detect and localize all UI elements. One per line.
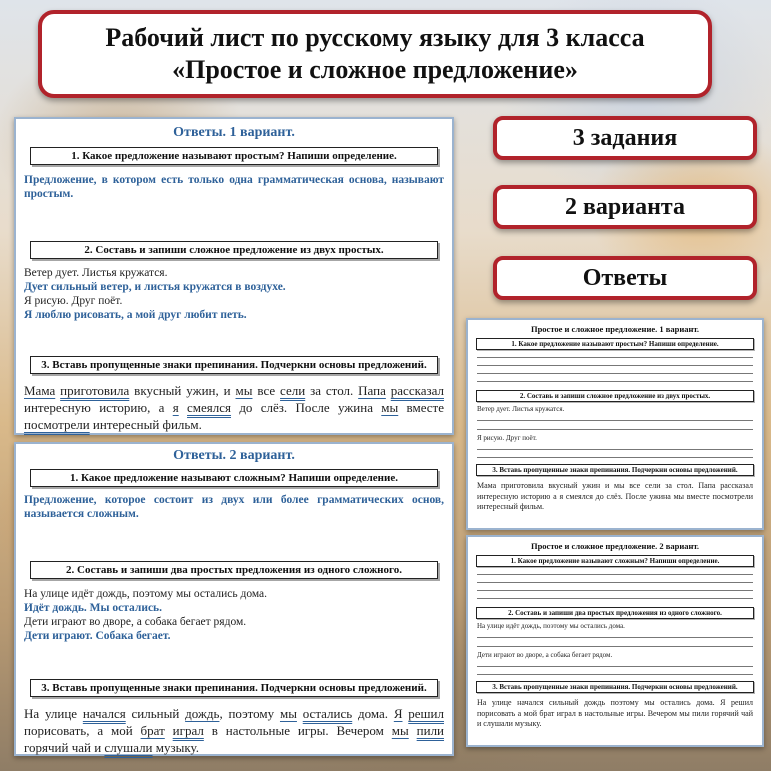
sheet-title: Ответы. 2 вариант. xyxy=(173,448,295,463)
subject-word: мы xyxy=(391,723,409,738)
answers-sheet-2 xyxy=(14,442,454,756)
writing-line xyxy=(477,667,753,675)
answer-1: Предложение, которое состоит из двух или более грамматических основ, называется сложным. xyxy=(24,494,444,520)
task-line-1: Ветер дует. Листья кружатся. xyxy=(477,405,565,413)
predicate-word: остались xyxy=(302,706,353,721)
sentence-text: вместе xyxy=(398,400,445,415)
subject-word: Я xyxy=(393,706,403,721)
task-line-2: Я рисую. Друг поёт. xyxy=(24,295,123,307)
predicate-word: слушали xyxy=(104,740,153,755)
question-2: 2. Составь и запиши сложное предложение из двух простых. xyxy=(476,390,754,402)
question-3: 3. Вставь пропущенные знаки препинания. Подчеркни основы предложений. xyxy=(476,681,754,693)
predicate-word: рассказал xyxy=(390,383,444,398)
question-2: 2. Составь и запиши два простых предложения из одного сложного. xyxy=(30,561,438,579)
preview-title: Простое и сложное предложение. 2 вариант. xyxy=(530,541,700,551)
predicate-word: играл xyxy=(172,723,204,738)
underlined-sentence xyxy=(24,705,444,756)
answers-sheet-1 xyxy=(14,117,454,435)
predicate-word: приготовила xyxy=(60,383,130,398)
preview-title: Простое и сложное предложение. 1 вариант. xyxy=(530,324,700,334)
subject-word: Мама xyxy=(24,383,56,398)
answer-2b: Дети играют. Собака бегает. xyxy=(24,630,171,642)
answer-1: Предложение, в котором есть только одна грамматическая основа, называют простым. xyxy=(24,174,444,200)
writing-line xyxy=(477,575,753,583)
subject-word: дождь xyxy=(185,706,220,721)
writing-line xyxy=(477,421,753,430)
writing-line xyxy=(477,583,753,591)
sentence-text xyxy=(165,723,173,738)
sentence-text: На улице xyxy=(24,706,83,721)
question-3: 3. Вставь пропущенные знаки препинания. Подчеркни основы предложений. xyxy=(476,464,754,476)
title-line-2: «Простое и сложное предложение» xyxy=(172,55,578,84)
question-1: 1. Какое предложение называют простым? Напиши определение. xyxy=(30,147,438,165)
predicate-word: решил xyxy=(408,706,445,721)
sentence-text: до слёз. После ужина xyxy=(231,400,382,415)
predicate-word: посмотрели xyxy=(24,417,90,432)
answer-2b: Я люблю рисовать, а мой друг любит петь. xyxy=(24,309,247,321)
writing-line xyxy=(477,630,753,638)
title-line-1: Рабочий лист по русскому языку для 3 класса xyxy=(105,23,645,52)
underlined-sentence xyxy=(24,382,444,433)
writing-line xyxy=(477,366,753,374)
exercise-text: Мама приготовила вкусный ужин и мы все сели за стол. Папа рассказал интересную историю а я смеялся до слёз. После ужина мы вместе посмотрели интересный фильм. xyxy=(477,481,753,511)
writing-line xyxy=(477,374,753,382)
sentence-text xyxy=(179,400,187,415)
sentence-text: интересный фильм. xyxy=(89,417,202,432)
sentence-text: вкусный ужин, и xyxy=(129,383,236,398)
writing-line xyxy=(477,442,753,450)
writing-line xyxy=(477,638,753,647)
subject-word: Папа xyxy=(358,383,386,398)
answer-2a: Идёт дождь. Мы остались. xyxy=(24,602,162,614)
writing-line xyxy=(477,413,753,421)
task-line-1: Ветер дует. Листья кружатся. xyxy=(24,267,168,279)
question-2: 2. Составь и запиши два простых предложения из одного сложного. xyxy=(476,607,754,619)
task-line-2: Дети играют во дворе, а собака бегает рядом. xyxy=(24,616,247,628)
predicate-word: пили xyxy=(416,723,445,738)
title-banner xyxy=(38,10,712,98)
sentence-text: сильный xyxy=(125,706,186,721)
answer-2a: Дует сильный ветер, и листья кружатся в воздухе. xyxy=(24,281,286,293)
worksheet-preview-1 xyxy=(466,318,764,530)
writing-line xyxy=(477,350,753,358)
sentence-text: за стол. xyxy=(305,383,359,398)
exercise-text: На улице начался сильный дождь поэтому мы остались дома. Я решил порисовать а мой брат играл в настольные игры. Вечером мы пили горячий чай и слушали музыку. xyxy=(477,698,753,728)
sentence-text: в настольные игры. Вечером xyxy=(203,723,392,738)
sentence-text: , поэтому xyxy=(219,706,280,721)
subject-word: я xyxy=(172,400,179,415)
question-1: 1. Какое предложение называют сложным? Напиши определение. xyxy=(30,469,438,487)
question-1: 1. Какое предложение называют сложным? Напиши определение. xyxy=(476,555,754,567)
task-line-2: Дети играют во дворе, а собака бегает рядом. xyxy=(477,651,613,659)
predicate-word: начался xyxy=(82,706,126,721)
subject-word: брат xyxy=(140,723,165,738)
task-line-2: Я рисую. Друг поёт. xyxy=(477,434,537,442)
sentence-text: порисовать, а мой xyxy=(24,723,141,738)
question-3: 3. Вставь пропущенные знаки препинания. Подчеркни основы предложений. xyxy=(30,356,438,374)
question-3: 3. Вставь пропущенные знаки препинания. Подчеркни основы предложений. xyxy=(30,679,438,697)
sheet-title: Ответы. 1 вариант. xyxy=(173,125,295,140)
writing-line xyxy=(477,450,753,458)
task-line-1: На улице идёт дождь, поэтому мы остались дома. xyxy=(477,622,625,630)
sentence-text: интересную историю, а xyxy=(24,400,173,415)
predicate-word: сели xyxy=(280,383,306,398)
predicate-word: смеялся xyxy=(187,400,232,415)
question-2: 2. Составь и запиши сложное предложение из двух простых. xyxy=(30,241,438,259)
subject-word: мы xyxy=(381,400,399,415)
writing-line xyxy=(477,659,753,667)
badge-variants: 2 варианта xyxy=(493,185,757,229)
subject-word: мы xyxy=(279,706,297,721)
badge-tasks: 3 задания xyxy=(493,116,757,160)
sentence-text: все xyxy=(252,383,281,398)
worksheet-preview-2 xyxy=(466,535,764,747)
writing-line xyxy=(477,358,753,366)
badge-answers: Ответы xyxy=(493,256,757,300)
question-1: 1. Какое предложение называют простым? Напиши определение. xyxy=(476,338,754,350)
sentence-text: музыку. xyxy=(152,740,199,755)
sentence-text: горячий чай и xyxy=(24,740,105,755)
sentence-text: дома. xyxy=(352,706,394,721)
task-line-1: На улице идёт дождь, поэтому мы остались дома. xyxy=(24,588,268,600)
sentence-text xyxy=(409,723,417,738)
writing-line xyxy=(477,567,753,575)
writing-line xyxy=(477,591,753,599)
subject-word: мы xyxy=(235,383,253,398)
